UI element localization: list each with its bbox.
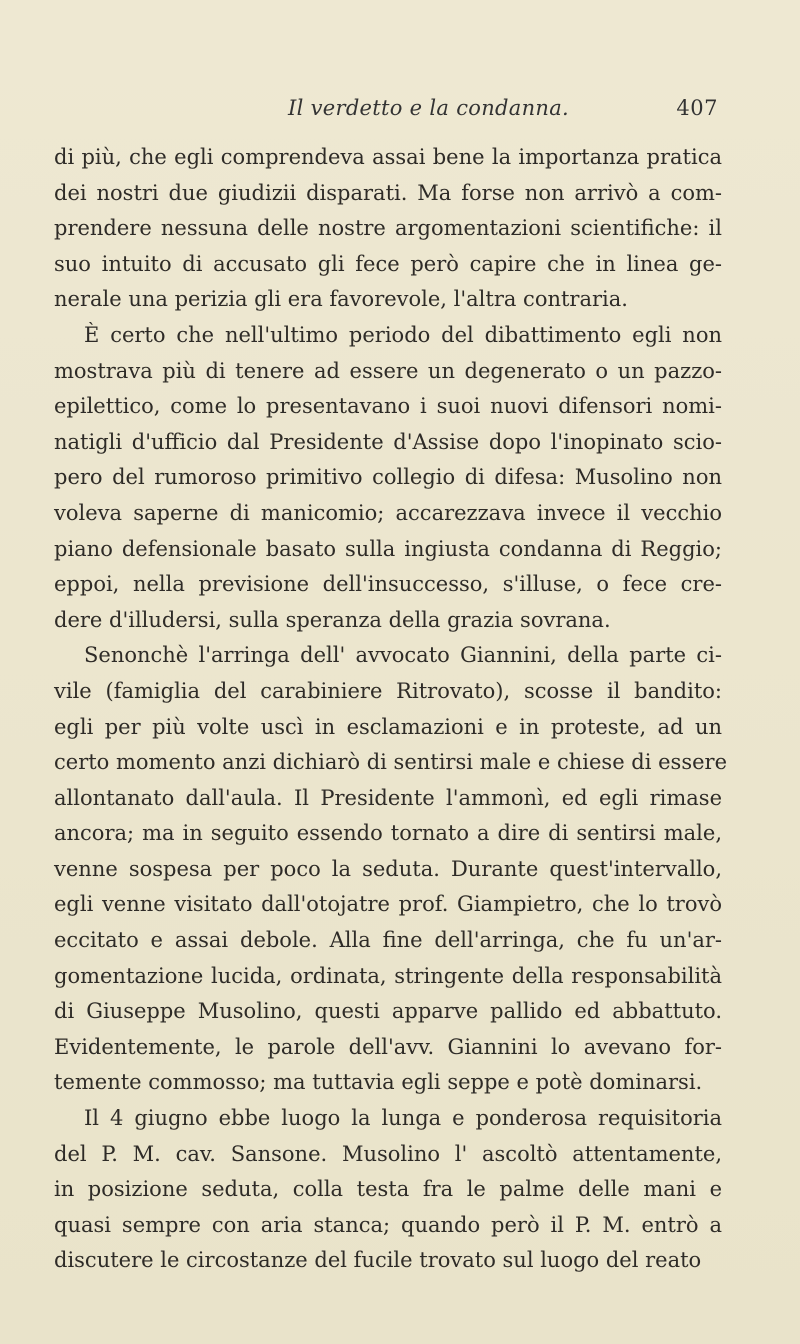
text-line: quasi sempre con aria stanca; quando però il P. M. entrò a: [54, 1212, 722, 1237]
text-line: suo intuito di accusato gli fece però capire che in linea ge-: [54, 251, 722, 276]
text-line: voleva saperne di manicomio; accarezzava invece il vecchio: [54, 500, 722, 525]
text-line: nerale una perizia gli era favorevole, l'altra contraria.: [54, 287, 628, 312]
body-text: [54, 140, 728, 1279]
text-line: piano defensionale basato sulla ingiusta condanna di Reggio;: [54, 536, 722, 561]
text-line: eccitato e assai debole. Alla fine dell'arringa, che fu un'ar-: [54, 928, 722, 953]
text-line: ancora; ma in seguito essendo tornato a dire di sentirsi male,: [54, 821, 722, 846]
text-line: gomentazione lucida, ordinata, stringente della responsabilità: [54, 963, 722, 988]
text-line: È certo che nell'ultimo periodo del dibattimento egli non: [84, 322, 722, 347]
text-line: eppoi, nella previsione dell'insuccesso, s'illuse, o fece cre-: [54, 572, 722, 597]
text-line: certo momento anzi dichiarò di sentirsi male e chiese di essere: [54, 750, 728, 775]
text-line: prendere nessuna delle nostre argomentazioni scientifiche: il: [54, 216, 722, 241]
text-line: mostrava più di tenere ad essere un degenerato o un pazzo-: [54, 358, 722, 383]
text-line: natigli d'ufficio dal Presidente d'Assise dopo l'inopinato scio-: [54, 429, 722, 454]
text-line: Evidentemente, le parole dell'avv. Giannini lo avevano for-: [54, 1034, 722, 1059]
text-line: pero del rumoroso primitivo collegio di difesa: Musolino non: [54, 465, 722, 490]
text-line: egli venne visitato dall'otojatre prof. Giampietro, che lo trovò: [54, 892, 722, 917]
text-line: venne sospesa per poco la seduta. Durante quest'intervallo,: [54, 856, 722, 881]
text-line: egli per più volte uscì in esclamazioni e in proteste, ad un: [54, 714, 722, 739]
text-line: Il 4 giugno ebbe luogo la lunga e ponderosa requisitoria: [84, 1106, 722, 1131]
text-line: temente commosso; ma tuttavia egli seppe e potè dominarsi.: [54, 1070, 703, 1095]
chapter-title: Il verdetto e la condanna.: [288, 96, 570, 120]
page-number: 407: [676, 96, 718, 120]
text-line: in posizione seduta, colla testa fra le palme delle mani e: [54, 1177, 722, 1202]
text-line: dei nostri due giudizii disparati. Ma forse non arrivò a com-: [54, 180, 722, 205]
text-line: epilettico, come lo presentavano i suoi nuovi difensori nomi-: [54, 394, 722, 419]
text-line: di più, che egli comprendeva assai bene la importanza pratica: [54, 145, 722, 169]
text-line: vile (famiglia del carabiniere Ritrovato), scosse il bandito:: [54, 678, 722, 703]
text-line: dere d'illudersi, sulla speranza della grazia sovrana.: [54, 607, 611, 632]
text-line: Senonchè l'arringa dell' avvocato Giannini, della parte ci-: [84, 643, 722, 668]
text-line: di Giuseppe Musolino, questi apparve pallido ed abbattuto.: [54, 999, 722, 1024]
text-line: del P. M. cav. Sansone. Musolino l' ascoltò attentamente,: [54, 1141, 722, 1166]
text-line: discutere le circostanze del fucile trovato sul luogo del reato: [54, 1248, 702, 1273]
text-line: allontanato dall'aula. Il Presidente l'ammonì, ed egli rimase: [54, 785, 722, 810]
running-header: [288, 96, 718, 126]
